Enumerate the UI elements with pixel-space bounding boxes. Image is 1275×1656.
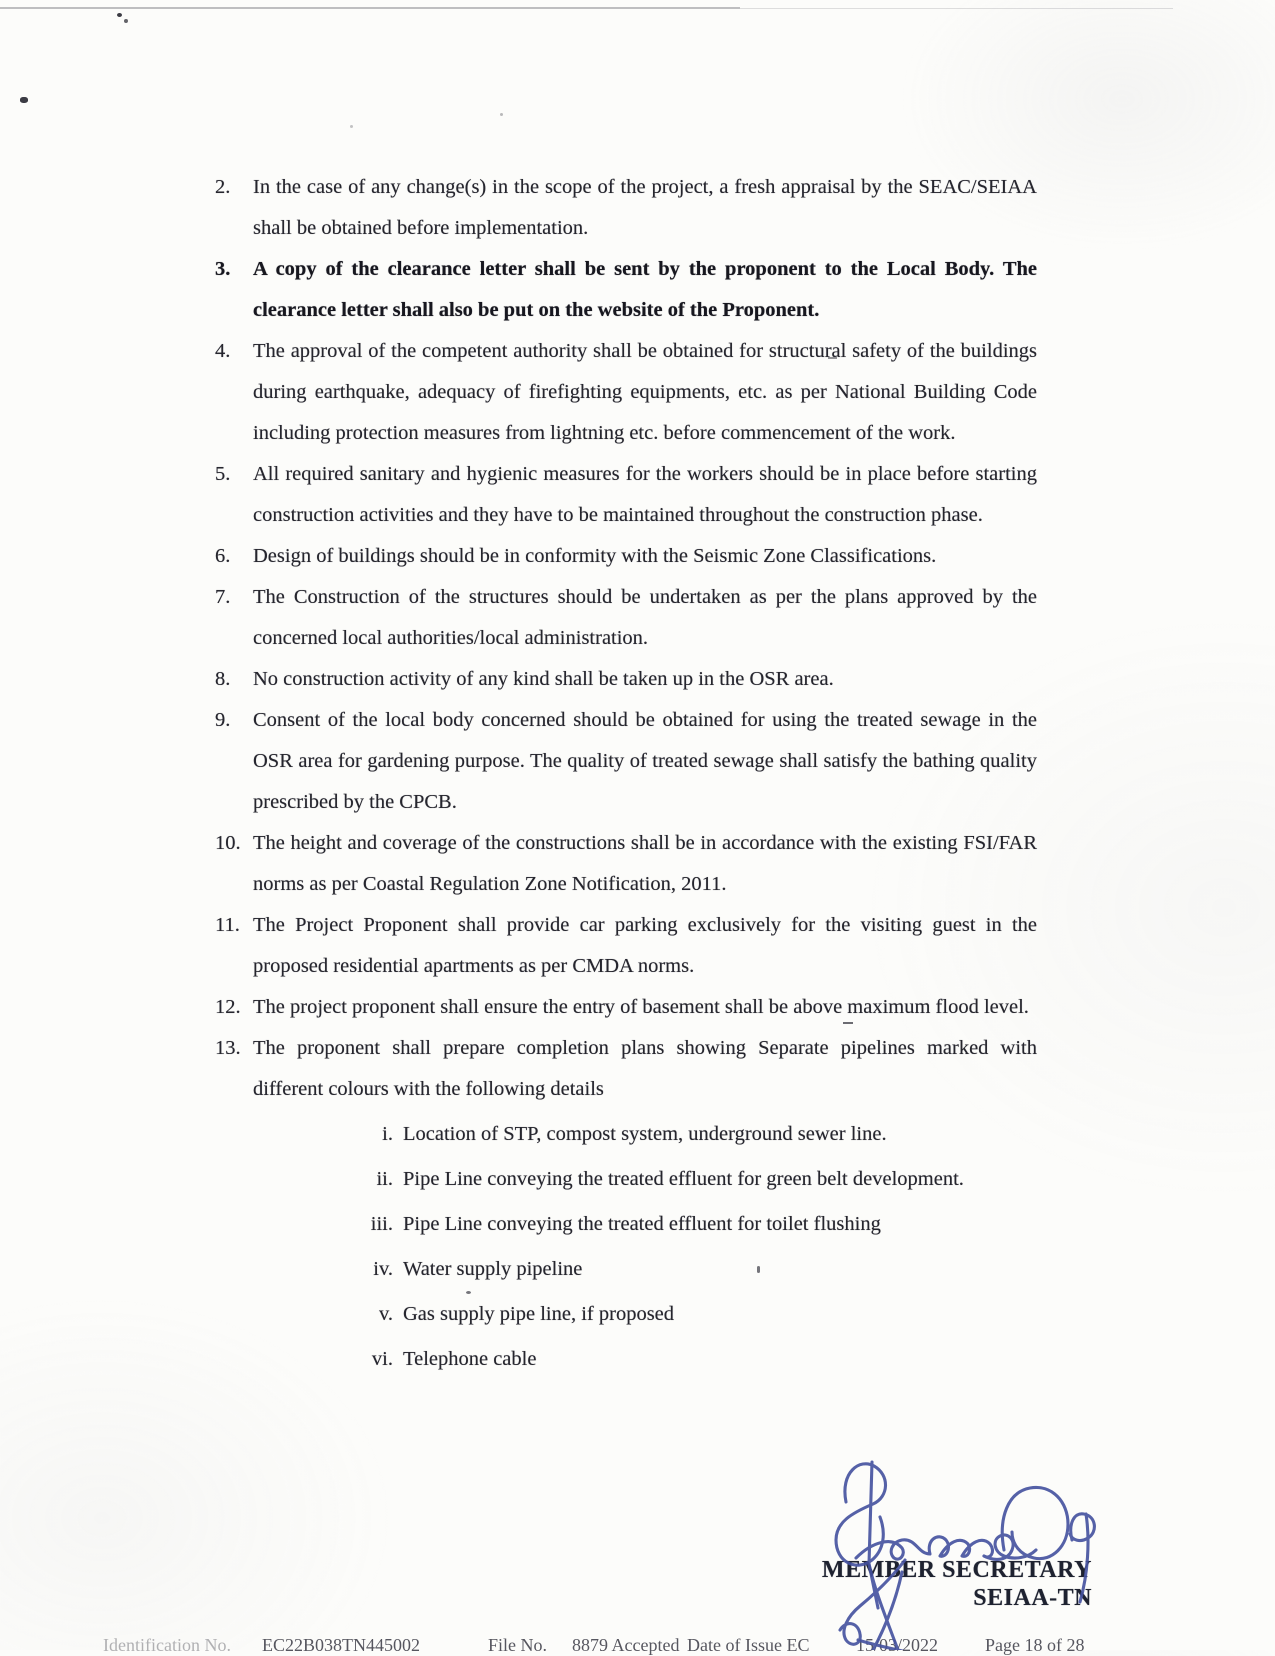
item-number: 10. [215, 832, 241, 854]
item-number: 5. [215, 463, 231, 485]
sub-item-number: iii. [370, 1213, 393, 1235]
list-item [215, 1028, 1037, 1110]
footer-date-value: 15/03/2022 [856, 1635, 939, 1655]
scan-artifact-speck [124, 19, 128, 23]
item-text: The Project Proponent shall provide car parking exclusively for the visiting guest in the proposed residential apartments as per CMDA norms. [253, 914, 1037, 977]
sub-item-text: Pipe Line conveying the treated effluent for toilet flushing [403, 1213, 881, 1235]
scan-artifact-speck [500, 113, 503, 116]
sub-list-item [215, 1157, 1037, 1202]
item-number: 7. [215, 586, 231, 608]
item-text: All required sanitary and hygienic measures for the workers should be in place before starting construction activities and they have to be maintained throughout the construction phase. [253, 463, 1037, 526]
list-item [215, 536, 1037, 577]
item-text: Consent of the local body concerned should be obtained for using the treated sewage in the OSR area for gardening purpose. The quality of treated sewage shall satisfy the bathing quality prescribed by the CPCB. [253, 709, 1037, 813]
scan-artifact-dot [20, 97, 28, 103]
footer-file-value: 8879 Accepted [572, 1635, 680, 1655]
footer-page-info: Page 18 of 28 [985, 1635, 1085, 1655]
item-text: The Construction of the structures should be undertaken as per the plans approved by the concerned local authorities/local administration. [253, 586, 1037, 649]
list-item [215, 249, 1037, 331]
list-item [215, 577, 1037, 659]
item-text: The approval of the competent authority shall be obtained for structural safety of the buildings during earthquake, adequacy of firefighting equipments, etc. as per National Building Code including protection measures from lightning etc. before commencement of the work. [253, 340, 1037, 444]
conditions-list [215, 167, 1037, 1382]
item-number: 11. [215, 914, 240, 936]
sub-item-text: Gas supply pipe line, if proposed [403, 1303, 675, 1325]
scan-artifact-speck [117, 13, 122, 17]
sub-list-item [215, 1112, 1037, 1157]
list-item [215, 987, 1037, 1028]
item-number: 12. [215, 996, 241, 1018]
signatory-org: SEIAA-TN [973, 1585, 1092, 1611]
item-number: 6. [215, 545, 231, 567]
sub-item-number: v. [378, 1303, 393, 1325]
item-text: The project proponent shall ensure the entry of basement shall be above maximum flood level. [253, 996, 1029, 1018]
list-item [215, 823, 1037, 905]
item-number: 8. [215, 668, 231, 690]
item-text: The height and coverage of the constructions shall be in accordance with the existing FSI/FAR norms as per Coastal Regulation Zone Notification, 2011. [253, 832, 1037, 895]
pipeline-detail-sublist [215, 1112, 1037, 1382]
scan-artifact-top-line [0, 7, 740, 9]
item-text: In the case of any change(s) in the scope of the project, a fresh appraisal by the SEAC/SEIAA shall be obtained before implementation. [253, 176, 1037, 239]
item-number: 9. [215, 709, 231, 731]
sub-item-text: Pipe Line conveying the treated effluent for green belt development. [403, 1168, 964, 1190]
scan-artifact-speck [350, 125, 353, 128]
sub-list-item [215, 1247, 1037, 1292]
item-number: 4. [215, 340, 231, 362]
sub-list-item [215, 1292, 1037, 1337]
item-number: 13. [215, 1037, 241, 1059]
footer-id-label: Identification No. [103, 1635, 231, 1655]
scan-artifact-top-line-faint [740, 8, 1174, 9]
item-text: Design of buildings should be in conformity with the Seismic Zone Classifications. [253, 545, 937, 567]
footer-file-label: File No. [488, 1635, 548, 1655]
list-item [215, 167, 1037, 249]
sub-list-item [215, 1202, 1037, 1247]
sub-item-text: Location of STP, compost system, underground sewer line. [403, 1123, 887, 1145]
signatory-title: MEMBER SECRETARY [821, 1557, 1092, 1583]
list-item [215, 700, 1037, 823]
list-item [215, 659, 1037, 700]
sub-item-number: vi. [371, 1348, 393, 1370]
signature-ink [770, 1378, 1110, 1650]
item-number: 2. [215, 176, 231, 198]
list-item [215, 331, 1037, 454]
sub-item-number: iv. [373, 1258, 393, 1280]
sub-item-text: Water supply pipeline [403, 1258, 583, 1280]
list-item [215, 905, 1037, 987]
sub-item-text: Telephone cable [403, 1348, 537, 1370]
item-text: No construction activity of any kind shall be taken up in the OSR area. [253, 668, 834, 690]
footer-id-value: EC22B038TN445002 [262, 1635, 421, 1655]
list-item [215, 454, 1037, 536]
item-number: 3. [215, 258, 231, 280]
sub-item-number: ii. [376, 1168, 393, 1190]
sub-list-item [215, 1337, 1037, 1382]
sub-item-number: i. [382, 1123, 393, 1145]
item-text: The proponent shall prepare completion plans showing Separate pipelines marked with different colours with the following details [253, 1037, 1037, 1100]
item-text: A copy of the clearance letter shall be sent by the proponent to the Local Body. The clearance letter shall also be put on the website of the Proponent. [253, 258, 1037, 321]
footer-date-label: Date of Issue EC [687, 1635, 810, 1655]
